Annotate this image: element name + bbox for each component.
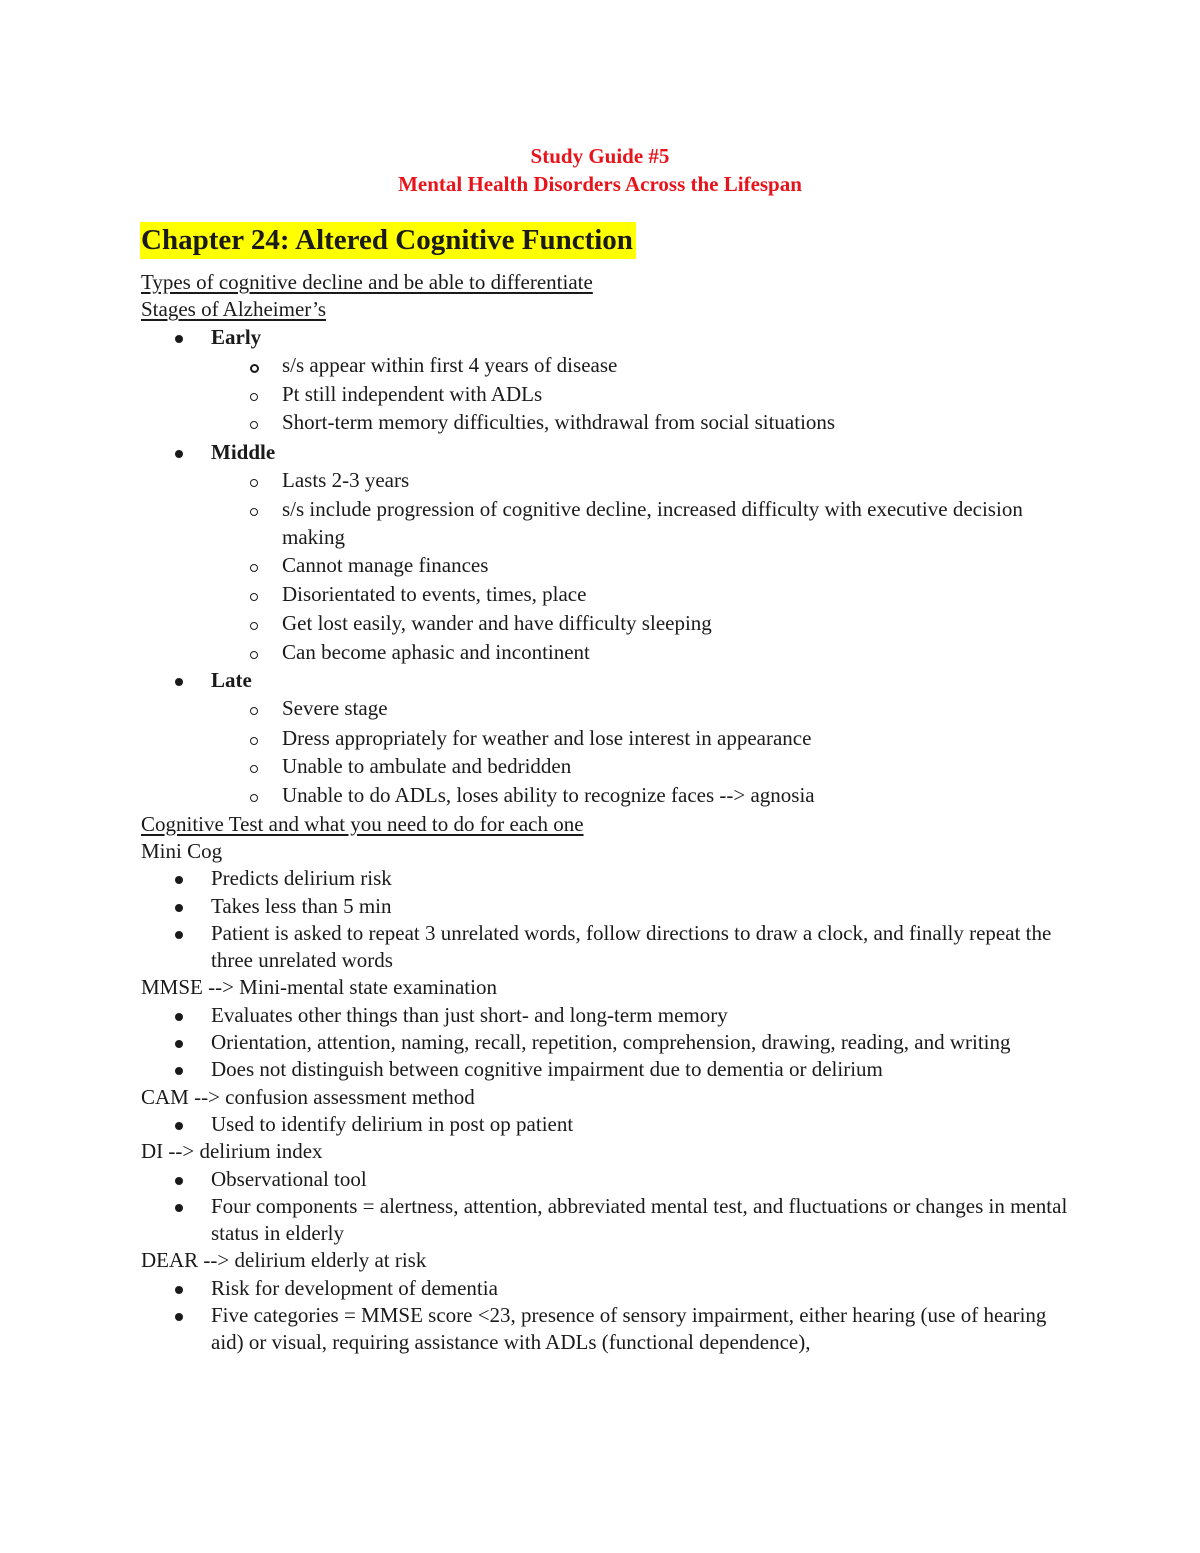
stage-late: Late	[141, 667, 1071, 694]
bullet-icon	[175, 1122, 183, 1130]
document-body	[141, 222, 1071, 1357]
circle-bullet-icon	[250, 421, 258, 429]
list-item: Pt still independent with ADLs	[141, 381, 1071, 408]
circle-bullet-icon	[250, 564, 258, 572]
circle-bullet-icon	[250, 364, 259, 373]
circle-bullet-icon	[250, 622, 258, 630]
circle-bullet-icon	[250, 593, 258, 601]
test-name: DI --> delirium index	[141, 1139, 323, 1164]
bullet-icon	[175, 678, 183, 686]
list-item: Disorientated to events, times, place	[141, 581, 1071, 608]
list-item: Risk for development of dementia	[141, 1275, 1071, 1302]
circle-bullet-icon	[250, 737, 258, 745]
bullet-icon	[175, 904, 183, 912]
bullet-icon	[175, 1013, 183, 1021]
list-item: s/s appear within first 4 years of disease	[141, 352, 1071, 379]
list-item: Get lost easily, wander and have difficulty sleeping	[141, 610, 1071, 637]
document-title: Study Guide #5	[530, 144, 670, 168]
list-item: s/s include progression of cognitive decline, increased difficulty with executive decision making	[141, 496, 1071, 551]
test-name: DEAR --> delirium elderly at risk	[141, 1248, 427, 1273]
circle-bullet-icon	[250, 794, 258, 802]
list-item: Four components = alertness, attention, abbreviated mental test, and fluctuations or changes in mental status in elderly	[141, 1193, 1071, 1248]
list-item: Does not distinguish between cognitive impairment due to dementia or delirium	[141, 1056, 1071, 1083]
circle-bullet-icon	[250, 508, 258, 516]
stage-early: Early	[141, 324, 1071, 351]
bullet-icon	[175, 450, 183, 458]
title-block	[0, 142, 1200, 198]
test-name: MMSE --> Mini-mental state examination	[141, 975, 497, 1000]
list-item: Lasts 2-3 years	[141, 467, 1071, 494]
circle-bullet-icon	[250, 765, 258, 773]
circle-bullet-icon	[250, 393, 258, 401]
tests-heading: Cognitive Test and what you need to do for each one	[141, 811, 584, 836]
bullet-icon	[175, 1067, 183, 1075]
list-item: Severe stage	[141, 695, 1071, 722]
bullet-icon	[175, 1040, 183, 1048]
list-item: Orientation, attention, naming, recall, repetition, comprehension, drawing, reading, and writing	[141, 1029, 1071, 1056]
circle-bullet-icon	[250, 479, 258, 487]
list-item: Takes less than 5 min	[141, 893, 1071, 920]
list-item: Unable to do ADLs, loses ability to recognize faces --> agnosia	[141, 782, 1071, 809]
bullet-icon	[175, 1204, 183, 1212]
bullet-icon	[175, 335, 183, 343]
document-subtitle: Mental Health Disorders Across the Lifespan	[398, 172, 802, 196]
circle-bullet-icon	[250, 651, 258, 659]
stages-heading: Stages of Alzheimer’s	[141, 297, 327, 322]
bullet-icon	[175, 1286, 183, 1294]
list-item: Cannot manage finances	[141, 552, 1071, 579]
types-heading: Types of cognitive decline and be able to differentiate	[141, 270, 593, 294]
list-item: Patient is asked to repeat 3 unrelated words, follow directions to draw a clock, and finally repeat the three unrelated words	[141, 920, 1071, 975]
bullet-icon	[175, 1177, 183, 1185]
bullet-icon	[175, 876, 183, 884]
list-item: Unable to ambulate and bedridden	[141, 753, 1071, 780]
bullet-icon	[175, 1313, 183, 1321]
circle-bullet-icon	[250, 707, 258, 715]
list-item: Five categories = MMSE score <23, presence of sensory impairment, either hearing (use of hearing aid) or visual, requiring assistance with ADLs (functional dependence),	[141, 1302, 1071, 1357]
list-item: Observational tool	[141, 1166, 1071, 1193]
list-item: Dress appropriately for weather and lose interest in appearance	[141, 725, 1071, 752]
test-name: CAM --> confusion assessment method	[141, 1084, 475, 1109]
bullet-icon	[175, 931, 183, 939]
test-name: Mini Cog	[141, 838, 223, 863]
chapter-heading: Chapter 24: Altered Cognitive Function	[140, 222, 636, 259]
list-item: Predicts delirium risk	[141, 865, 1071, 892]
list-item: Evaluates other things than just short- and long-term memory	[141, 1002, 1071, 1029]
list-item: Short-term memory difficulties, withdrawal from social situations	[141, 409, 1071, 436]
stage-middle: Middle	[141, 439, 1071, 466]
list-item: Used to identify delirium in post op patient	[141, 1111, 1071, 1138]
list-item: Can become aphasic and incontinent	[141, 639, 1071, 666]
